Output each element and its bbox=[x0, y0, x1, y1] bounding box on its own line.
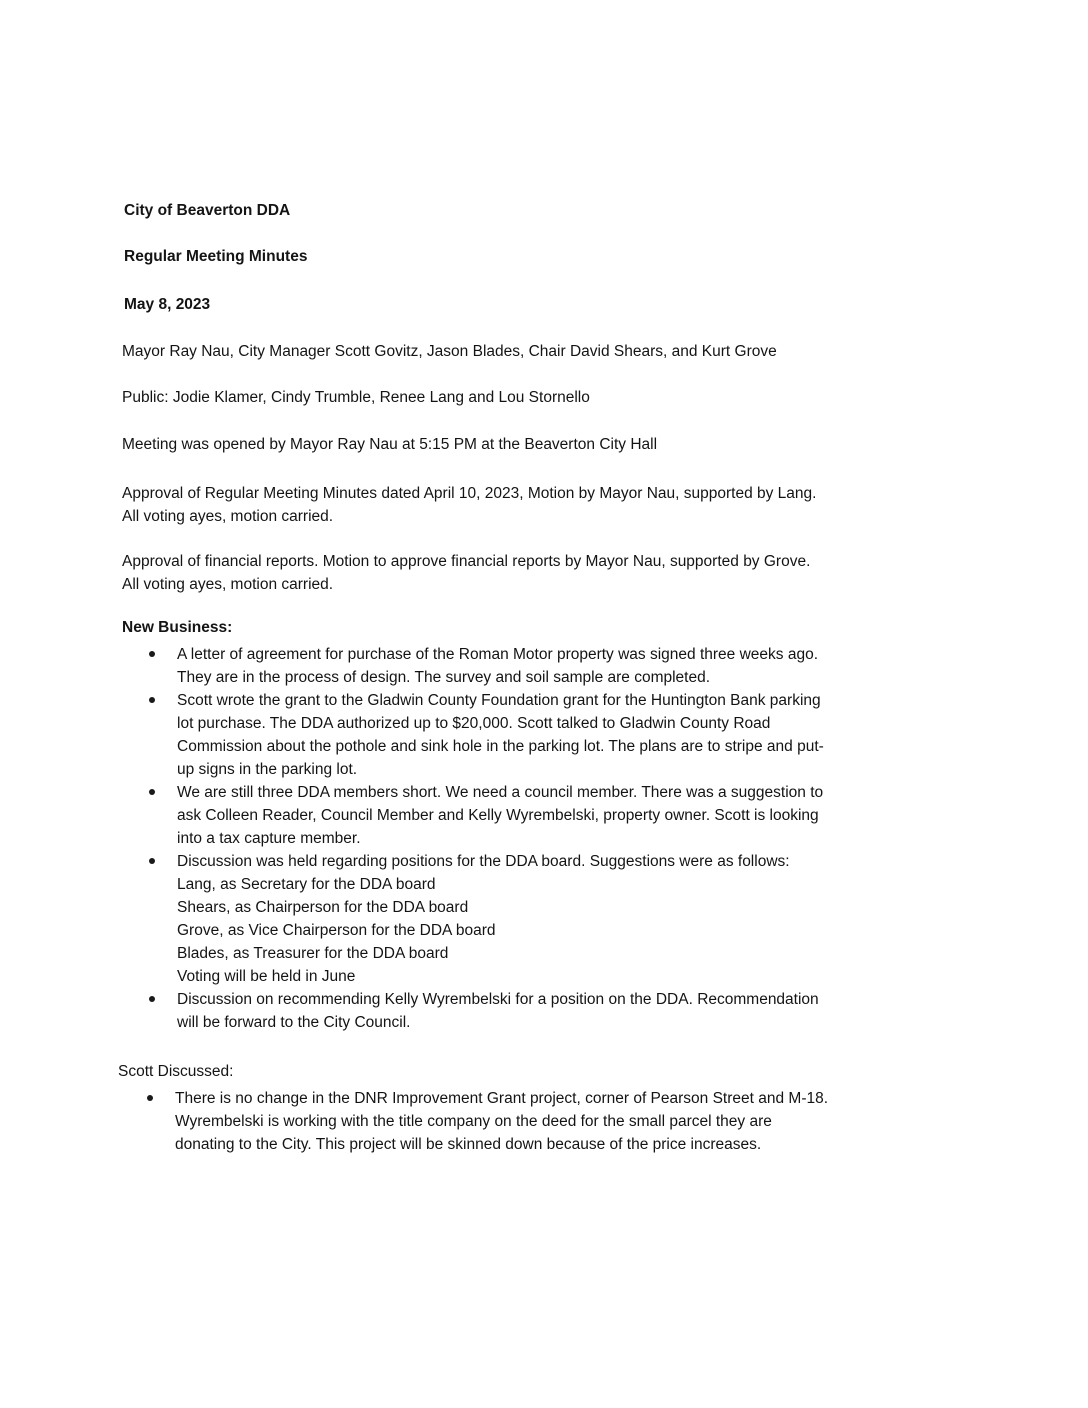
list-item-line: up signs in the parking lot. bbox=[177, 761, 358, 778]
bullet-icon bbox=[149, 697, 155, 703]
list-item bbox=[177, 643, 824, 689]
list-item-line: Discussion was held regarding positions for the DDA board. Suggestions were as follows: bbox=[177, 853, 790, 870]
list-item-line: Wyrembelski is working with the title company on the deed for the small parcel they are bbox=[175, 1113, 772, 1130]
list-item bbox=[177, 689, 824, 781]
list-item-line: will be forward to the City Council. bbox=[177, 1014, 411, 1031]
list-item-line: There is no change in the DNR Improvement Grant project, corner of Pearson Street and M-18. bbox=[175, 1090, 829, 1107]
approval-minutes bbox=[122, 482, 816, 528]
approval-minutes-line: All voting ayes, motion carried. bbox=[122, 508, 334, 525]
approval-minutes-line: Approval of Regular Meeting Minutes dated April 10, 2023, Motion by Mayor Nau, supported by Lang. bbox=[122, 485, 817, 502]
org-title: City of Beaverton DDA bbox=[124, 202, 291, 219]
meeting-date: May 8, 2023 bbox=[124, 296, 211, 313]
new-business-list bbox=[177, 643, 824, 1034]
list-item-line: Blades, as Treasurer for the DDA board bbox=[177, 945, 449, 962]
new-business-heading: New Business: bbox=[122, 619, 233, 636]
scott-discussed-list bbox=[175, 1087, 828, 1156]
list-item-line: Commission about the pothole and sink hole in the parking lot. The plans are to stripe and put- bbox=[177, 738, 824, 755]
list-item-line: Lang, as Secretary for the DDA board bbox=[177, 876, 436, 893]
bullet-icon bbox=[149, 996, 155, 1002]
list-item-line: donating to the City. This project will be skinned down because of the price increases. bbox=[175, 1136, 762, 1153]
scott-discussed-heading: Scott Discussed: bbox=[118, 1063, 234, 1080]
list-item-line: We are still three DDA members short. We need a council member. There was a suggestion to bbox=[177, 784, 824, 801]
bullet-icon bbox=[149, 789, 155, 795]
list-item-line: Voting will be held in June bbox=[177, 968, 356, 985]
list-item-line: They are in the process of design. The survey and soil sample are completed. bbox=[177, 669, 711, 686]
list-item-line: into a tax capture member. bbox=[177, 830, 361, 847]
list-item-line: A letter of agreement for purchase of the Roman Motor property was signed three weeks ago. bbox=[177, 646, 819, 663]
bullet-icon bbox=[149, 858, 155, 864]
approval-financial-line: All voting ayes, motion carried. bbox=[122, 576, 334, 593]
public-attendees: Public: Jodie Klamer, Cindy Trumble, Renee Lang and Lou Stornello bbox=[122, 389, 590, 406]
list-item-line: Grove, as Vice Chairperson for the DDA board bbox=[177, 922, 496, 939]
approval-financial bbox=[122, 550, 810, 596]
meeting-opened: Meeting was opened by Mayor Ray Nau at 5:15 PM at the Beaverton City Hall bbox=[122, 436, 658, 453]
list-item-line: Shears, as Chairperson for the DDA board bbox=[177, 899, 469, 916]
list-item-line: ask Colleen Reader, Council Member and Kelly Wyrembelski, property owner. Scott is looking bbox=[177, 807, 819, 824]
attendees: Mayor Ray Nau, City Manager Scott Govitz, Jason Blades, Chair David Shears, and Kurt Grove bbox=[122, 343, 777, 360]
list-item bbox=[177, 781, 824, 850]
list-item bbox=[177, 850, 824, 988]
list-item-line: Discussion on recommending Kelly Wyrembelski for a position on the DDA. Recommendation bbox=[177, 991, 819, 1008]
bullet-icon bbox=[147, 1095, 153, 1101]
list-item-line: lot purchase. The DDA authorized up to $20,000. Scott talked to Gladwin County Road bbox=[177, 715, 771, 732]
list-item-line: Scott wrote the grant to the Gladwin County Foundation grant for the Huntington Bank parking bbox=[177, 692, 821, 709]
approval-financial-line: Approval of financial reports. Motion to approve financial reports by Mayor Nau, supported by Grove. bbox=[122, 553, 811, 570]
list-item bbox=[175, 1087, 828, 1156]
bullet-icon bbox=[149, 651, 155, 657]
list-item bbox=[177, 988, 824, 1034]
document-type: Regular Meeting Minutes bbox=[124, 248, 308, 265]
